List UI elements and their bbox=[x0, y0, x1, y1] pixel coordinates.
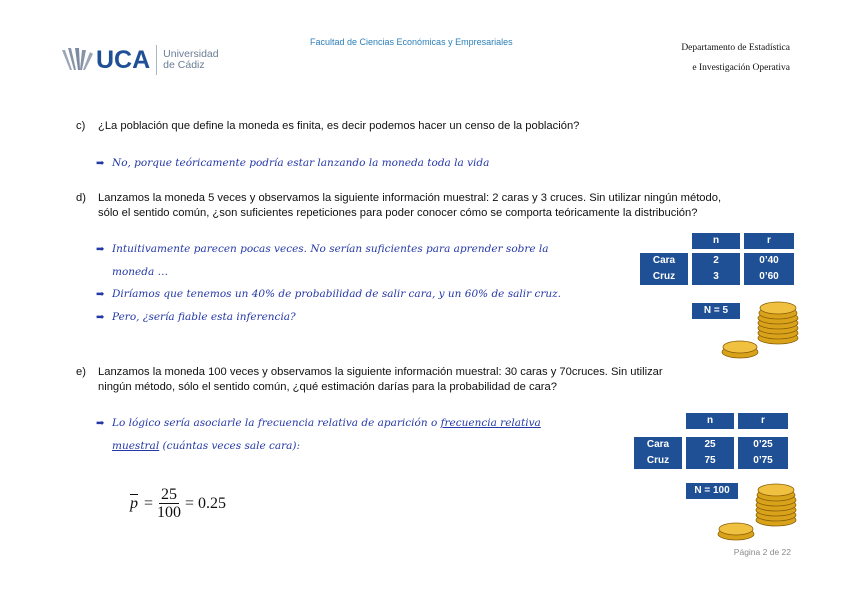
question-e-line-1: Lanzamos la moneda 100 veces y observamos la siguiente información muestral: 30 caras y 70cruces. Sin utilizar bbox=[98, 366, 663, 378]
answer-c-text: No, porque teóricamente podría estar lanzando la moneda toda la vida bbox=[112, 157, 490, 169]
table-e-row-cara-label: Cara bbox=[634, 437, 682, 453]
answer-d-item-1-line-2: moneda … bbox=[112, 266, 169, 278]
answer-e-line-1 bbox=[96, 412, 616, 435]
department-line-1: Departamento de Estadística bbox=[681, 43, 790, 53]
formula-equals: = bbox=[144, 494, 154, 512]
answer-c bbox=[96, 152, 489, 175]
answer-e bbox=[96, 412, 616, 457]
answer-d-item-3 bbox=[96, 306, 636, 329]
table-e-row-cara-n: 25 bbox=[686, 437, 734, 453]
formula-denominator: 100 bbox=[157, 504, 182, 521]
table-e-row-cara-r: 0’25 bbox=[738, 437, 788, 453]
table-e-header-r: r bbox=[738, 413, 788, 429]
question-c bbox=[76, 119, 579, 134]
answer-d-item-1-line-1: Intuitivamente parecen pocas veces. No serían suficientes para aprender sobre la bbox=[112, 243, 549, 255]
answer-d-item-2-text: Diríamos que tenemos un 40% de probabilidad de salir cara, y un 60% de salir cruz. bbox=[112, 288, 561, 300]
table-e-header-n: n bbox=[686, 413, 734, 429]
table-d-total: N = 5 bbox=[692, 303, 740, 319]
table-e-row-cruz-n: 75 bbox=[686, 453, 734, 469]
arrow-bullet-icon: ➡ bbox=[96, 312, 105, 323]
question-e-label: e) bbox=[76, 366, 86, 378]
question-e-line-2: ningún método, sólo el sentido común, ¿qué estimación darías para la probabilidad de cara? bbox=[98, 380, 557, 393]
answer-e-line-2 bbox=[96, 435, 616, 457]
question-c-label: c) bbox=[76, 120, 86, 132]
question-d-line-1: Lanzamos la moneda 5 veces y observamos la siguiente información muestral: 2 caras y 3 cruces. Sin utilizar ningún método, bbox=[98, 192, 722, 204]
department-name bbox=[681, 38, 790, 78]
answer-e-text: Lo lógico sería asociarle la frecuencia relativa de aparición o bbox=[112, 417, 441, 429]
table-d-row-cruz-n: 3 bbox=[692, 269, 740, 285]
arrow-bullet-icon: ➡ bbox=[96, 158, 105, 169]
answer-d-item-2 bbox=[96, 283, 636, 306]
logo-wordmark: UCA bbox=[96, 45, 151, 74]
logo-subtitle bbox=[163, 49, 218, 71]
table-d-row-cruz-r: 0’60 bbox=[744, 269, 794, 285]
answer-e-link-2: muestral bbox=[112, 440, 160, 452]
formula-symbol: $\overline{p}$ bbox=[130, 494, 138, 512]
logo-separator bbox=[156, 45, 157, 75]
arrow-bullet-icon: ➡ bbox=[96, 418, 105, 429]
logo-line-1: Universidad bbox=[163, 48, 219, 60]
answer-e-tail: (cuántas veces sale cara): bbox=[159, 440, 301, 452]
answer-e-link-1: frecuencia relativa bbox=[440, 417, 541, 429]
faculty-name: Facultad de Ciencias Económicas y Empresariales bbox=[310, 37, 513, 47]
university-logo bbox=[60, 40, 230, 80]
table-e-row-cruz-label: Cruz bbox=[634, 453, 682, 469]
table-d-row-cara-n: 2 bbox=[692, 253, 740, 269]
question-d bbox=[76, 191, 721, 220]
answer-d-item-3-text: Pero, ¿sería fiable esta inferencia? bbox=[112, 311, 296, 323]
formula-result: = 0.25 bbox=[185, 494, 227, 512]
department-line-2: e Investigación Operativa bbox=[692, 63, 790, 73]
answer-d-item-1 bbox=[96, 238, 636, 261]
table-d-header-r: r bbox=[744, 233, 794, 249]
relative-frequency-formula bbox=[130, 486, 226, 521]
question-d-label: d) bbox=[76, 192, 86, 204]
table-e-row-cruz-r: 0’75 bbox=[738, 453, 788, 469]
arrow-bullet-icon: ➡ bbox=[96, 289, 105, 300]
arrow-bullet-icon: ➡ bbox=[96, 244, 105, 255]
table-e-total: N = 100 bbox=[686, 483, 738, 499]
question-e bbox=[76, 365, 663, 394]
table-d-row-cara-label: Cara bbox=[640, 253, 688, 269]
page-number: Página 2 de 22 bbox=[733, 547, 791, 557]
coin-stack-icon bbox=[714, 478, 800, 544]
answer-d-list bbox=[96, 238, 636, 329]
question-d-line-2: sólo el sentido común, ¿son suficientes repeticiones para poder conocer cómo se comporta teóricamente la distribución? bbox=[98, 206, 698, 219]
question-c-text: ¿La población que define la moneda es finita, es decir podemos hacer un censo de la población? bbox=[98, 120, 580, 132]
coin-stack-icon bbox=[718, 300, 800, 366]
table-d-row-cruz-label: Cruz bbox=[640, 269, 688, 285]
formula-fraction bbox=[157, 486, 181, 521]
logo-line-2: de Cádiz bbox=[163, 59, 205, 71]
uca-emblem-icon bbox=[60, 46, 94, 74]
table-d-header-n: n bbox=[692, 233, 740, 249]
formula-numerator: 25 bbox=[161, 486, 178, 503]
table-d-row-cara-r: 0’40 bbox=[744, 253, 794, 269]
